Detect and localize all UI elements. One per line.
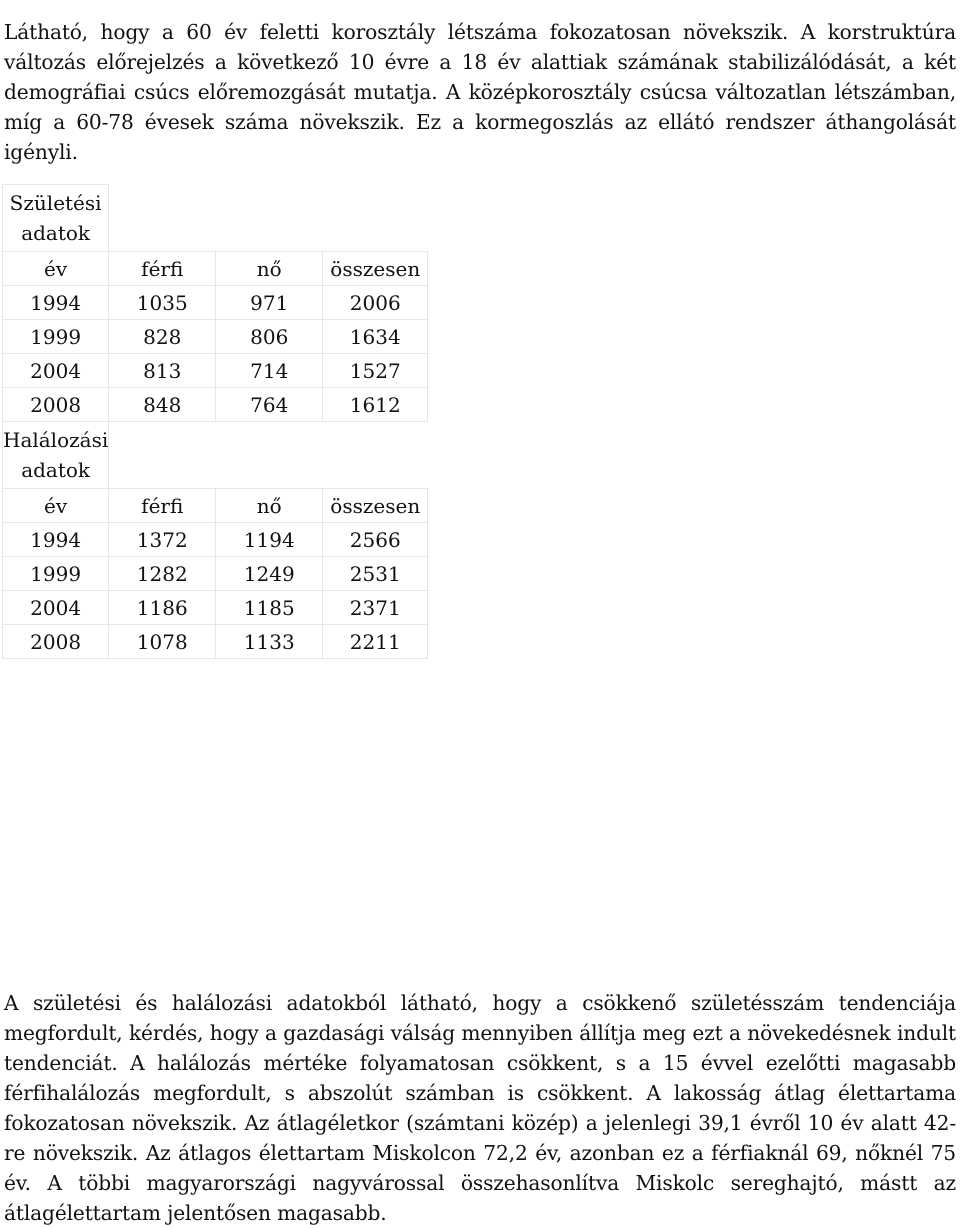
death-section-row: [3, 422, 428, 489]
birth-section-label: Születési adatok: [3, 185, 109, 252]
cell-female: 971: [216, 286, 323, 320]
cell-total: 1527: [323, 354, 428, 388]
table-row: [3, 320, 428, 354]
column-header-female: nő: [216, 252, 323, 286]
cell-male: 1282: [109, 557, 216, 591]
table-row: [3, 591, 428, 625]
cell-year: 2008: [3, 388, 109, 422]
death-header-row: [3, 489, 428, 523]
column-header-year: év: [3, 252, 109, 286]
death-section-label: Halálozási adatok: [3, 422, 109, 489]
cell-year: 2004: [3, 354, 109, 388]
table-row: [3, 625, 428, 659]
table-row: [3, 286, 428, 320]
cell-female: 806: [216, 320, 323, 354]
column-header-female: nő: [216, 489, 323, 523]
table-row: [3, 354, 428, 388]
cell-female: 1133: [216, 625, 323, 659]
cell-total: 2211: [323, 625, 428, 659]
cell-total: 2006: [323, 286, 428, 320]
cell-female: 764: [216, 388, 323, 422]
column-header-total: összesen: [323, 252, 428, 286]
birth-header-row: [3, 252, 428, 286]
column-header-total: összesen: [323, 489, 428, 523]
cell-total: 2531: [323, 557, 428, 591]
table-row: [3, 523, 428, 557]
cell-total: 1612: [323, 388, 428, 422]
table-row: [3, 557, 428, 591]
cell-male: 813: [109, 354, 216, 388]
cell-male: 1186: [109, 591, 216, 625]
cell-year: 2004: [3, 591, 109, 625]
intro-paragraph: Látható, hogy a 60 év feletti korosztály létszáma fokozatosan növekszik. A korstruktúra változás előrejelzés a következő 10 évre a 18 év alattiak számának stabilizálódását, a két demográfiai csúcs előremozgását mutatja. A középkorosztály csúcsa változatlan létszámban, míg a 60-78 évesek száma növekszik. Ez a kormegoszlás az ellátó rendszer áthangolását igényli.: [4, 20, 956, 165]
cell-year: 2008: [3, 625, 109, 659]
birth-death-table: [2, 184, 428, 659]
cell-total: 1634: [323, 320, 428, 354]
cell-male: 1372: [109, 523, 216, 557]
cell-male: 1035: [109, 286, 216, 320]
section-spacer: [109, 185, 428, 252]
cell-total: 2371: [323, 591, 428, 625]
birth-section-row: [3, 185, 428, 252]
cell-male: 828: [109, 320, 216, 354]
cell-year: 1994: [3, 523, 109, 557]
cell-female: 1249: [216, 557, 323, 591]
cell-female: 714: [216, 354, 323, 388]
column-header-male: férfi: [109, 252, 216, 286]
table-row: [3, 388, 428, 422]
section-spacer: [109, 422, 428, 489]
cell-year: 1999: [3, 320, 109, 354]
cell-male: 848: [109, 388, 216, 422]
column-header-year: év: [3, 489, 109, 523]
cell-male: 1078: [109, 625, 216, 659]
cell-year: 1994: [3, 286, 109, 320]
cell-female: 1185: [216, 591, 323, 625]
column-header-male: férfi: [109, 489, 216, 523]
outro-paragraph: A születési és halálozási adatokból látható, hogy a csökkenő születésszám tendenciája megfordult, kérdés, hogy a gazdasági válság mennyiben állítja meg ezt a növekedésnek indult tendenciát. A halálozás mértéke folyamatosan csökkent, s a 15 évvel ezelőtti magasabb férfihalálozás megfordult, s abszolút számban is csökkent. A lakosság átlag élettartama fokozatosan növekszik. Az átlagéletkor (számtani közép) a jelenlegi 39,1 évről 10 év alatt 42-re növekszik. Az átlagos élettartam Miskolcon 72,2 év, azonban ez a férfiaknál 69, nőknél 75 év. A többi magyarországi nagyvárossal összehasonlítva Miskolc sereghajtó, mástt az átlagélettartam jelentősen magasabb.: [4, 991, 956, 1226]
cell-total: 2566: [323, 523, 428, 557]
cell-year: 1999: [3, 557, 109, 591]
cell-female: 1194: [216, 523, 323, 557]
